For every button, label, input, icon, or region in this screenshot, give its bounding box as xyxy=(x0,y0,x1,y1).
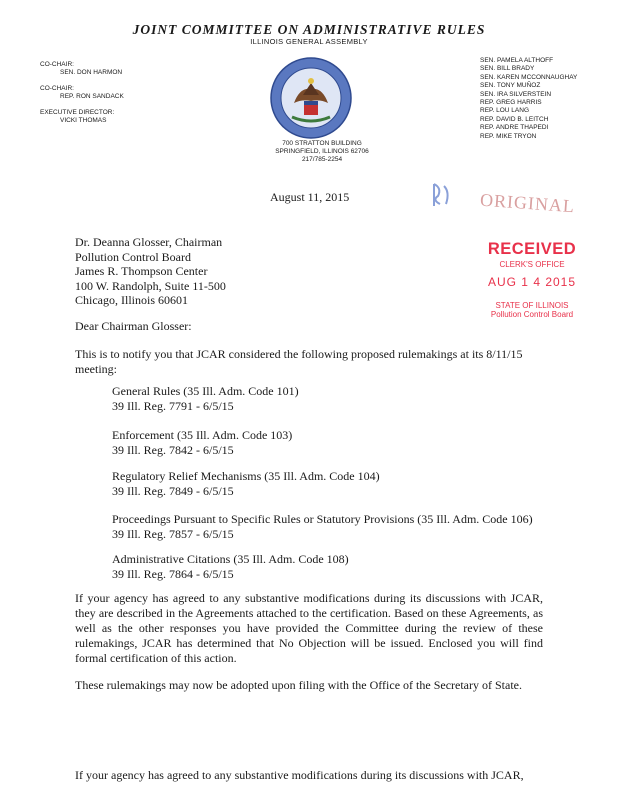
committee-title: JOINT COMMITTEE ON ADMINISTRATIVE RULES xyxy=(132,22,486,37)
cochair-name: REP. RON SANDACK xyxy=(60,93,124,100)
state-label: STATE OF ILLINOIS xyxy=(495,301,569,310)
member-name: SEN. IRA SILVERSTEIN xyxy=(480,90,552,98)
continuation-paragraph: If your agency has agreed to any substantive modifications during its discussions with JCAR, xyxy=(75,768,524,782)
member-name: REP. DAVID B. LEITCH xyxy=(480,115,549,123)
intro-line: This is to notify you that JCAR considered the following proposed rulemakings at its 8/11/15 xyxy=(75,347,523,361)
cochair-name: SEN. DON HARMON xyxy=(60,69,123,76)
rule-title: Administrative Citations (35 Ill. Adm. Code 108) xyxy=(112,552,349,566)
member-name: SEN. BILL BRADY xyxy=(480,65,535,73)
pen-mark xyxy=(428,178,456,212)
received-label: RECEIVED xyxy=(487,240,577,258)
seal-icon xyxy=(270,57,352,139)
member-name: REP. ANDRE THAPEDI xyxy=(480,124,549,132)
intro-line: meeting: xyxy=(75,362,117,376)
certification-paragraph: If your agency has agreed to any substantive modifications during its discussions with JCAR, they are described in the Agreements attached to the certification. Based on these Agreements, as well as the other responses you have provided the Committee during the review of these rulemakings, JCAR has determined that No Objection will be issued. Enclosed you will find formal certification of this action. xyxy=(75,591,543,665)
recipient-line: James R. Thompson Center xyxy=(75,264,208,278)
member-name: REP. LOU LANG xyxy=(480,107,530,115)
address-line: SPRINGFIELD, ILLINOIS 62706 xyxy=(275,148,369,155)
recipient-line: Chicago, Illinois 60601 xyxy=(75,293,188,307)
committee-subtitle: ILLINOIS GENERAL ASSEMBLY xyxy=(250,37,368,46)
rulemaking-item xyxy=(112,512,533,541)
address-line: 217/785-2254 xyxy=(301,156,343,163)
rule-title: Enforcement (35 Ill. Adm. Code 103) xyxy=(112,428,293,442)
address-line: 700 STRATTON BUILDING xyxy=(282,140,362,147)
original-stamp: ORIGINAL xyxy=(479,189,576,217)
officers-column xyxy=(40,61,124,125)
board-label: Pollution Control Board xyxy=(490,310,574,319)
rulemaking-item xyxy=(112,552,349,581)
rule-register: 39 Ill. Reg. 7864 - 6/5/15 xyxy=(112,566,234,581)
members-column xyxy=(480,57,577,141)
member-name: SEN. PAMELA ALTHOFF xyxy=(480,57,554,64)
director-label: EXECUTIVE DIRECTOR: xyxy=(40,109,115,116)
rulemaking-item xyxy=(112,384,299,413)
rule-title: General Rules (35 Ill. Adm. Code 101) xyxy=(112,384,299,398)
clerks-office-label: CLERK'S OFFICE xyxy=(499,260,565,269)
rule-register: 39 Ill. Reg. 7849 - 6/5/15 xyxy=(112,483,234,498)
rule-register: 39 Ill. Reg. 7842 - 6/5/15 xyxy=(112,442,234,457)
adoption-paragraph: These rulemakings may now be adopted upon filing with the Office of the Secretary of State. xyxy=(75,678,522,692)
committee-address xyxy=(0,140,618,164)
rulemaking-item xyxy=(112,428,292,457)
rule-register: 39 Ill. Reg. 7791 - 6/5/15 xyxy=(112,398,234,413)
scribble-icon xyxy=(428,178,456,212)
rule-title: Regulatory Relief Mechanisms (35 Ill. Adm. Code 104) xyxy=(112,469,380,483)
recipient-address xyxy=(75,235,226,308)
state-seal xyxy=(270,57,352,139)
salutation: Dear Chairman Glosser: xyxy=(75,319,192,333)
rule-title: Proceedings Pursuant to Specific Rules or Statutory Provisions (35 Ill. Adm. Code 106) xyxy=(112,512,533,526)
received-date: AUG 1 4 2015 xyxy=(487,275,577,289)
received-stamp xyxy=(486,240,578,319)
letter-date: August 11, 2015 xyxy=(270,190,350,204)
cochair-label: CO-CHAIR: xyxy=(40,85,74,92)
recipient-line: 100 W. Randolph, Suite 11-500 xyxy=(75,278,226,293)
member-name: SEN. KAREN MCCONNAUGHAY xyxy=(480,73,578,81)
member-name: REP. GREG HARRIS xyxy=(480,99,542,107)
cochair-label: CO-CHAIR: xyxy=(40,61,74,68)
rule-register: 39 Ill. Reg. 7857 - 6/5/15 xyxy=(112,526,234,541)
member-name: REP. MIKE TRYON xyxy=(480,132,537,140)
intro-paragraph xyxy=(75,347,543,377)
member-name: SEN. TONY MUÑOZ xyxy=(480,82,541,90)
director-name: VICKI THOMAS xyxy=(60,117,107,124)
recipient-line: Pollution Control Board xyxy=(75,249,192,264)
recipient-line: Dr. Deanna Glosser, Chairman xyxy=(75,235,223,249)
rulemaking-item xyxy=(112,469,380,498)
